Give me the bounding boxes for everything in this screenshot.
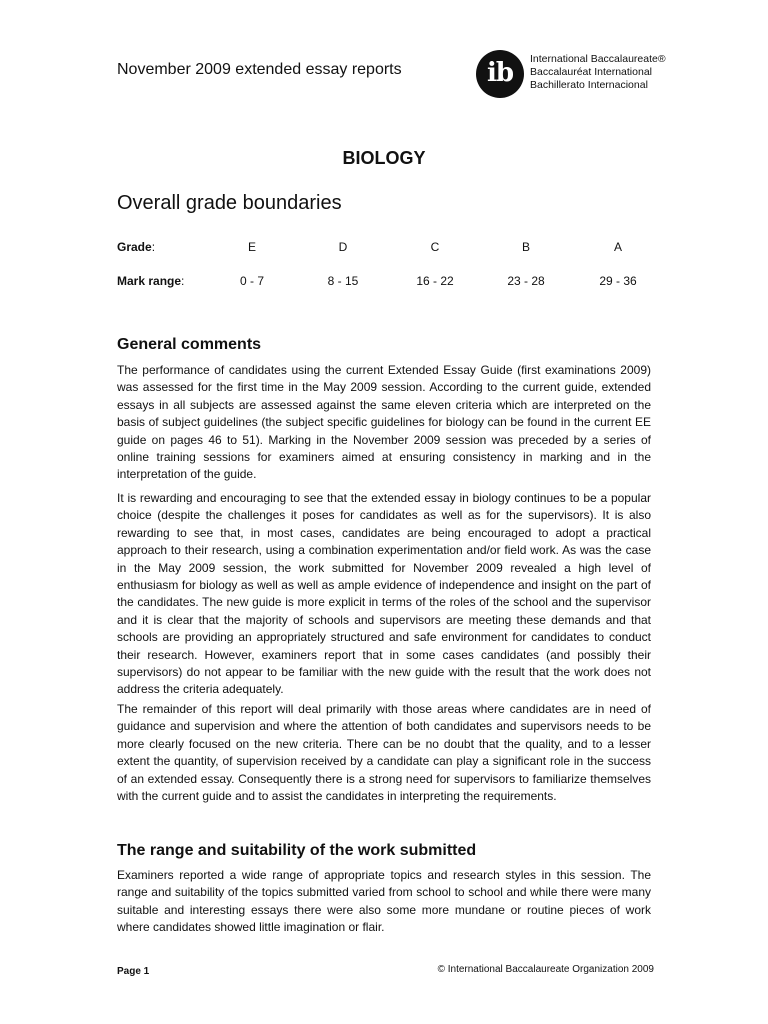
mark-range-cell: 23 - 28 bbox=[507, 274, 545, 288]
grade-boundaries-heading: Overall grade boundaries bbox=[117, 192, 342, 214]
ib-logo bbox=[476, 50, 676, 100]
ib-logo-mark: ib bbox=[486, 58, 514, 88]
range-suitability-heading: The range and suitability of the work submitted bbox=[117, 842, 477, 859]
logo-line-fr: Baccalauréat International bbox=[530, 66, 652, 78]
grade-cell: A bbox=[613, 240, 622, 254]
grade-cell: B bbox=[521, 240, 530, 254]
grade-cell: D bbox=[338, 240, 348, 254]
mark-range-label: Mark range: bbox=[117, 274, 185, 288]
mark-range-cell: 29 - 36 bbox=[599, 274, 637, 288]
general-comments-paragraph-2: It is rewarding and encouraging to see that the extended essay in biology continues to be a popular choice (despite the challenges it poses for candidates as well as for the supervisors). It is also rewarding to see that, in most cases, candidates are being encouraged to adopt a practical approach to their research, using a combination experimentation and/or field work. As was the case in the May 2009 session, the work submitted for November 2009 revealed a high level of enthusiasm for biology as well as well as ample evidence of independence and insight on the part of the candidates. The new guide is more explicit in terms of the roles of the school and the supervisor and it is clear that the majority of schools and supervisors are meeting these demands and that schools are providing an appropriately structured and safe environment for candidates to conduct their research. However, examiners report that in some cases candidates (and possibly their supervisors) do not appear to be familiar with the new guide with the result that the work does not address the criteria adequately. bbox=[117, 491, 651, 697]
mark-range-cell: 8 - 15 bbox=[327, 274, 359, 288]
mark-range-row bbox=[117, 274, 657, 290]
general-comments-paragraph-3: The remainder of this report will deal primarily with those areas where candidates are in need of guidance and supervision and where the attention of both candidates and supervisors needs to be more clearly focused on the new criteria. There can be no doubt that the quality, and to a lesser extent the quantity, of supervision received by a candidate can play a significant role in the success of an extended essay. Consequently there is a strong need for supervisors to familiarize themselves with the current guide and to assist the candidates in interpreting the requirements. bbox=[117, 702, 651, 804]
logo-line-en: International Baccalaureate® bbox=[530, 53, 666, 65]
grade-row bbox=[117, 240, 657, 256]
mark-range-cell: 0 - 7 bbox=[239, 274, 264, 288]
copyright-notice: © International Baccalaureate Organization 2009 bbox=[437, 964, 654, 975]
logo-line-es: Bachillerato Internacional bbox=[530, 79, 648, 91]
grade-cell: C bbox=[430, 240, 440, 254]
range-suitability-paragraph: Examiners reported a wide range of appropriate topics and research styles in this session. The range and suitability of the topics submitted varied from school to school and while there were many suitable and interesting essays there were also some more mundane or routine pieces of work where candidates showed little imagination or flair. bbox=[117, 868, 651, 935]
report-header-title: November 2009 extended essay reports bbox=[117, 61, 402, 78]
general-comments-heading: General comments bbox=[117, 336, 262, 353]
ib-logo-text bbox=[530, 53, 666, 92]
page-number: Page 1 bbox=[117, 966, 150, 977]
ib-logo-icon bbox=[476, 50, 524, 98]
general-comments-paragraph-1: The performance of candidates using the current Extended Essay Guide (first examinations 2009) was assessed for the first time in the May 2009 session. According to the current guide, extended essays in all subjects are assessed against the same eleven criteria which are interpreted on the basis of subject guidelines (the subject specific guidelines for biology can be found in the current EE guide on pages 46 to 51). Marking in the November 2009 session was preceded by a series of online training sessions for examiners aimed at ensuring consistency in marking and in the interpretation of the guide. bbox=[117, 363, 651, 482]
grade-label: Grade: bbox=[117, 240, 156, 254]
grade-cell: E bbox=[247, 240, 256, 254]
mark-range-cell: 16 - 22 bbox=[416, 274, 454, 288]
subject-title: BIOLOGY bbox=[342, 148, 426, 168]
